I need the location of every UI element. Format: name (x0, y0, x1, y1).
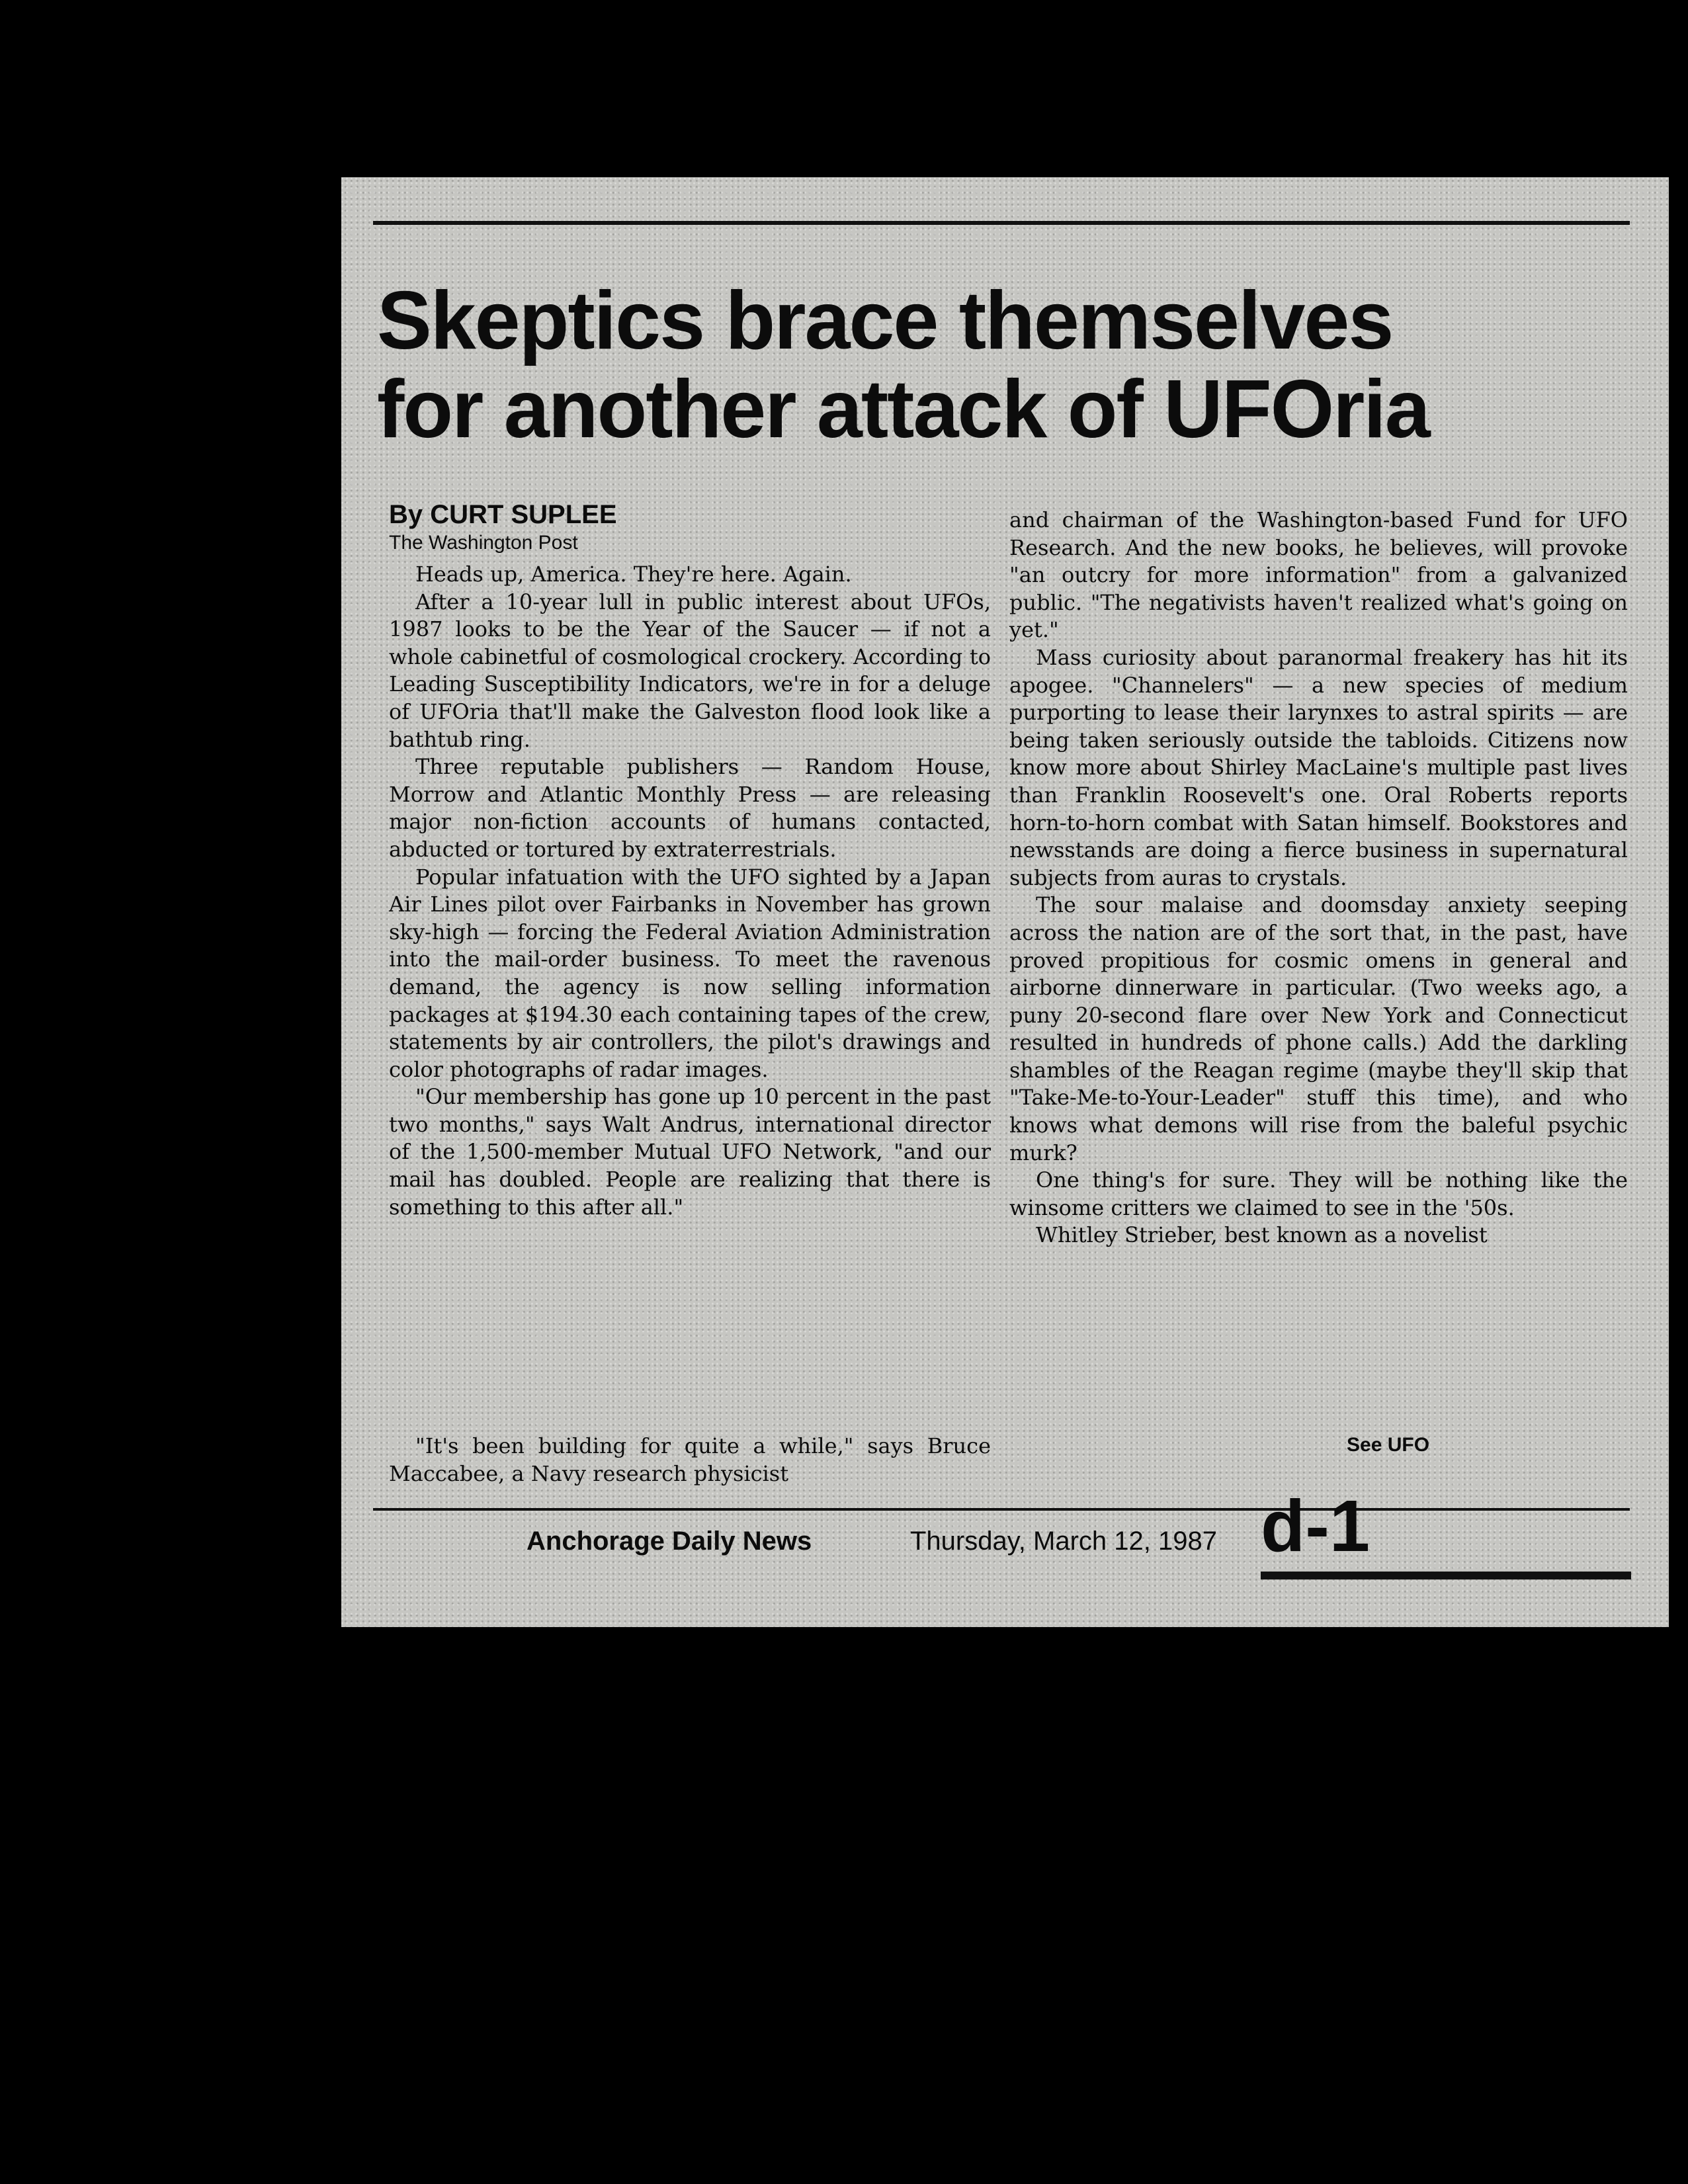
headline-line-1: Skeptics brace themselves (377, 275, 1393, 366)
headline (377, 276, 1654, 454)
paragraph: The sour malaise and doomsday anxiety seeping across the nation are of the sort that, in the past, have proved propitious for cosmic omens in general and airborne dinnerware in particular. (Two weeks ago, a puny 20-second flare over New York and Connecticut resulted in hundreds of phone calls.) Add the darkling shambles of the Reagan regime (maybe they'll skip that "Take-Me-to-Your-Leader" stuff this time), and who knows what demons will rise from the baleful psychic murk? (1009, 892, 1628, 1165)
paragraph: After a 10-year lull in public interest about UFOs, 1987 looks to be the Year of the Saucer — if not a whole cabinetful of cosmological crockery. According to Leading Susceptibility Indicators, we're in for a deluge of UFOria that'll make the Galveston flood look like a bathtub ring. (389, 589, 991, 752)
paragraph: Whitley Strieber, best known as a novelist (1036, 1222, 1488, 1248)
headline-line-2: for another attack of UFOria (377, 364, 1429, 455)
left-column (389, 561, 991, 1221)
newspaper-name: Anchorage Daily News (527, 1527, 812, 1556)
right-column (1009, 507, 1628, 1249)
newspaper-clipping (341, 177, 1669, 1627)
left-column-end (389, 1433, 991, 1488)
bottom-rule (373, 1508, 1630, 1511)
top-rule (373, 221, 1630, 225)
paragraph: One thing's for sure. They will be nothing like the winsome critters we claimed to see in the '50s. (1009, 1167, 1628, 1220)
publication-date: Thursday, March 12, 1987 (910, 1527, 1217, 1556)
paragraph: Popular infatuation with the UFO sighted by a Japan Air Lines pilot over Fairbanks in November has grown sky-high — forcing the Federal Aviation Administration into the mail-order business. To meet the ravenous demand, the agency is now selling information packages at $194.30 each containing tapes of the crew, statements by air controllers, the pilot's drawings and color photographs of radar images. (389, 864, 991, 1082)
byline: By CURT SUPLEE (389, 500, 617, 529)
page-number: d-1 (1261, 1486, 1370, 1567)
source-credit: The Washington Post (389, 532, 578, 554)
footer-rule (1261, 1572, 1631, 1579)
paragraph: "Our membership has gone up 10 percent in the past two months," says Walt Andrus, international director of the 1,500-member Mutual UFO Network, "and our mail has doubled. People are realizing that there is something to this after all." (389, 1084, 991, 1220)
paragraph: "It's been building for quite a while," says Bruce Maccabee, a Navy research physicist (389, 1433, 991, 1486)
paragraph: Heads up, America. They're here. Again. (415, 562, 852, 587)
continued-reference: See UFO (1347, 1434, 1430, 1456)
paragraph: and chairman of the Washington-based Fund for UFO Research. And the new books, he believes, will provoke "an outcry for more information" from a galvanized public. "The negativists haven't realized what's going on yet." (1009, 507, 1628, 643)
paragraph: Mass curiosity about paranormal freakery has hit its apogee. "Channelers" — a new species of medium purporting to lease their larynxes to astral spirits — are being taken seriously outside the tabloids. Citizens now know more about Shirley MacLaine's multiple past lives than Franklin Roosevelt's one. Oral Roberts reports horn-to-horn combat with Satan himself. Bookstores and newsstands are doing a fierce business in supernatural subjects from auras to crystals. (1009, 644, 1628, 890)
paragraph: Three reputable publishers — Random House, Morrow and Atlantic Monthly Press — are releasing major non-fiction accounts of humans contacted, abducted or tortured by extraterrestrials. (389, 754, 991, 862)
